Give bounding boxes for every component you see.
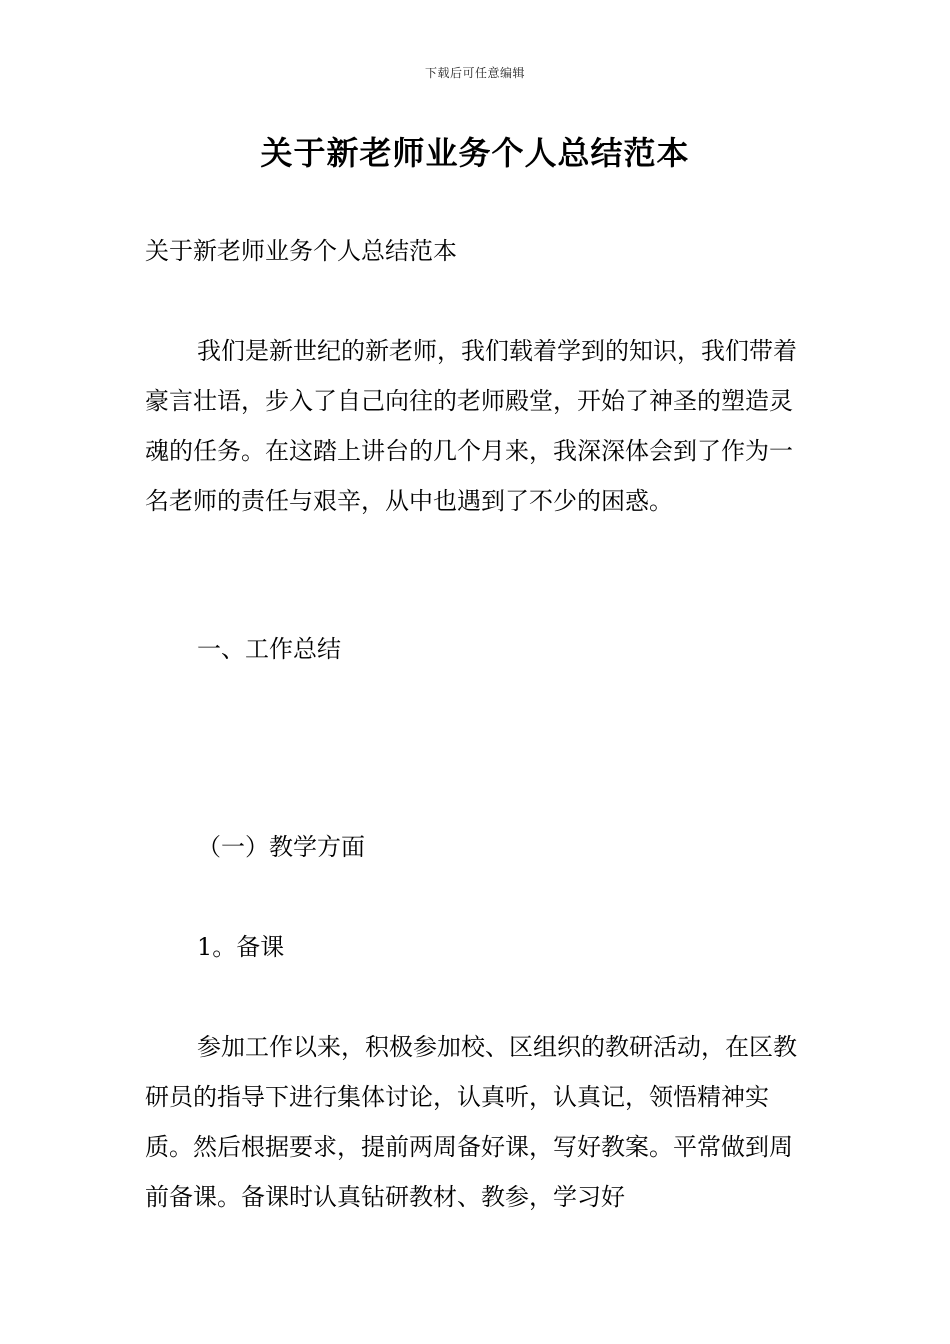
header-note: 下载后可任意编辑	[424, 66, 525, 80]
document-subtitle: 关于新老师业务个人总结范本	[145, 237, 457, 265]
subsection-heading-teaching: （一）教学方面	[197, 833, 365, 861]
item-heading-lesson-prep: 1。备课	[197, 933, 285, 961]
lesson-prep-paragraph: 参加工作以来，积极参加校、区组织的教研活动，在区教研员的指导下进行集体讨论，认真听，认真记，领悟精神实质。然后根据要求，提前两周备好课，写好教案。平常做到周前备课。备课时认真钻研教材、教参，学习好	[145, 1033, 797, 1211]
section-heading-work-summary: 一、工作总结	[197, 635, 341, 663]
document-title: 关于新老师业务个人总结范本	[260, 134, 690, 172]
intro-paragraph: 我们是新世纪的新老师，我们载着学到的知识，我们带着豪言壮语，步入了自己向往的老师殿堂，开始了神圣的塑造灵魂的任务。在这踏上讲台的几个月来，我深深体会到了作为一名老师的责任与艰辛，从中也遇到了不少的困惑。	[145, 337, 797, 515]
